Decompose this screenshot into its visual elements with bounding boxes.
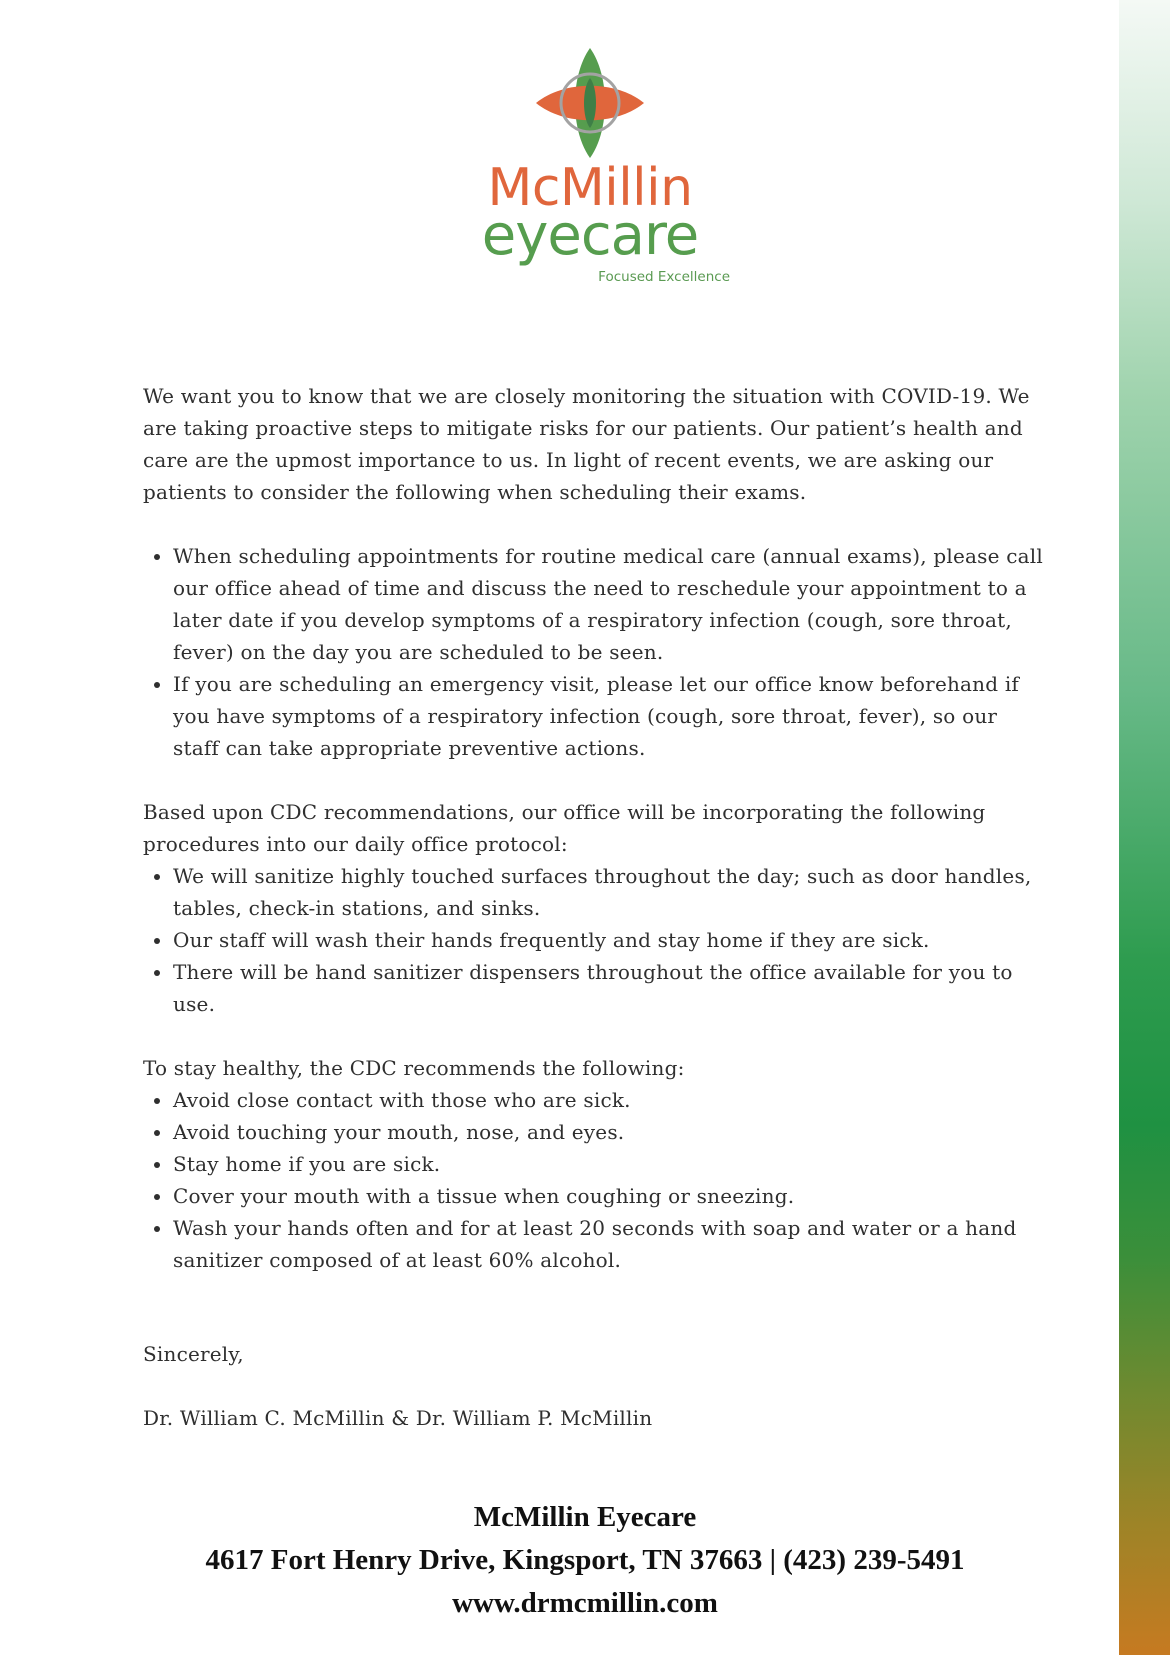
list-item: • Avoid close contact with those who are sick. xyxy=(173,1084,1043,1116)
list-item: • Stay home if you are sick. xyxy=(173,1148,1043,1180)
closing: Sincerely, xyxy=(143,1342,244,1366)
logo-name-line1: McMillin xyxy=(487,158,693,218)
logo-mark-icon xyxy=(518,44,662,162)
cdc-heading: To stay healthy, the CDC recommends the following: xyxy=(143,1056,685,1080)
signature: Dr. William C. McMillin & Dr. William P. McMillin xyxy=(143,1406,653,1430)
footer-address: 4617 Fort Henry Drive, Kingsport, TN 37663 | (423) 239-5491 xyxy=(205,1544,965,1576)
list-item: • There will be hand sanitizer dispensers throughout the office available for you to use. xyxy=(173,956,1043,1020)
scheduling-list xyxy=(143,540,1043,764)
footer-practice-name: McMillin Eyecare xyxy=(473,1501,697,1533)
cdc-list xyxy=(143,1084,1043,1276)
logo-tagline: Focused Excellence xyxy=(598,269,730,285)
logo-name-line2: eyecare xyxy=(481,203,699,268)
letter-body xyxy=(143,380,1043,1434)
brand-logo xyxy=(440,44,740,289)
intro-paragraph: We want you to know that we are closely monitoring the situation with COVID-19. We are taking proactive steps to mitigate risks for our patients. Our patient’s health and care are the upmost importance to us. In light of recent events, we are asking our patients to consider the following when scheduling their exams. xyxy=(143,384,1030,504)
list-item: • When scheduling appointments for routine medical care (annual exams), please call our office ahead of time and discuss the need to reschedule your appointment to a later date if you develop symptoms of a respiratory infection (cough, sore throat, fever) on the day you are scheduled to be seen. xyxy=(173,540,1043,668)
protocol-heading: Based upon CDC recommendations, our office will be incorporating the following procedures into our daily office protocol: xyxy=(143,800,986,856)
list-item: • If you are scheduling an emergency visit, please let our office know beforehand if you have symptoms of a respiratory infection (cough, sore throat, fever), so our staff can take appropriate preventive actions. xyxy=(173,668,1043,764)
list-item: • We will sanitize highly touched surfaces throughout the day; such as door handles, tables, check-in stations, and sinks. xyxy=(173,860,1043,924)
footer xyxy=(0,1496,1170,1625)
list-item: • Avoid touching your mouth, nose, and eyes. xyxy=(173,1116,1043,1148)
footer-website-link[interactable]: www.drmcmillin.com xyxy=(452,1587,718,1619)
list-item: • Cover your mouth with a tissue when coughing or sneezing. xyxy=(173,1180,1043,1212)
list-item: • Our staff will wash their hands frequently and stay home if they are sick. xyxy=(173,924,1043,956)
protocol-list xyxy=(143,860,1043,1020)
list-item: • Wash your hands often and for at least 20 seconds with soap and water or a hand sanitizer composed of at least 60% alcohol. xyxy=(173,1212,1043,1276)
decorative-gradient-bar xyxy=(1119,0,1170,1655)
